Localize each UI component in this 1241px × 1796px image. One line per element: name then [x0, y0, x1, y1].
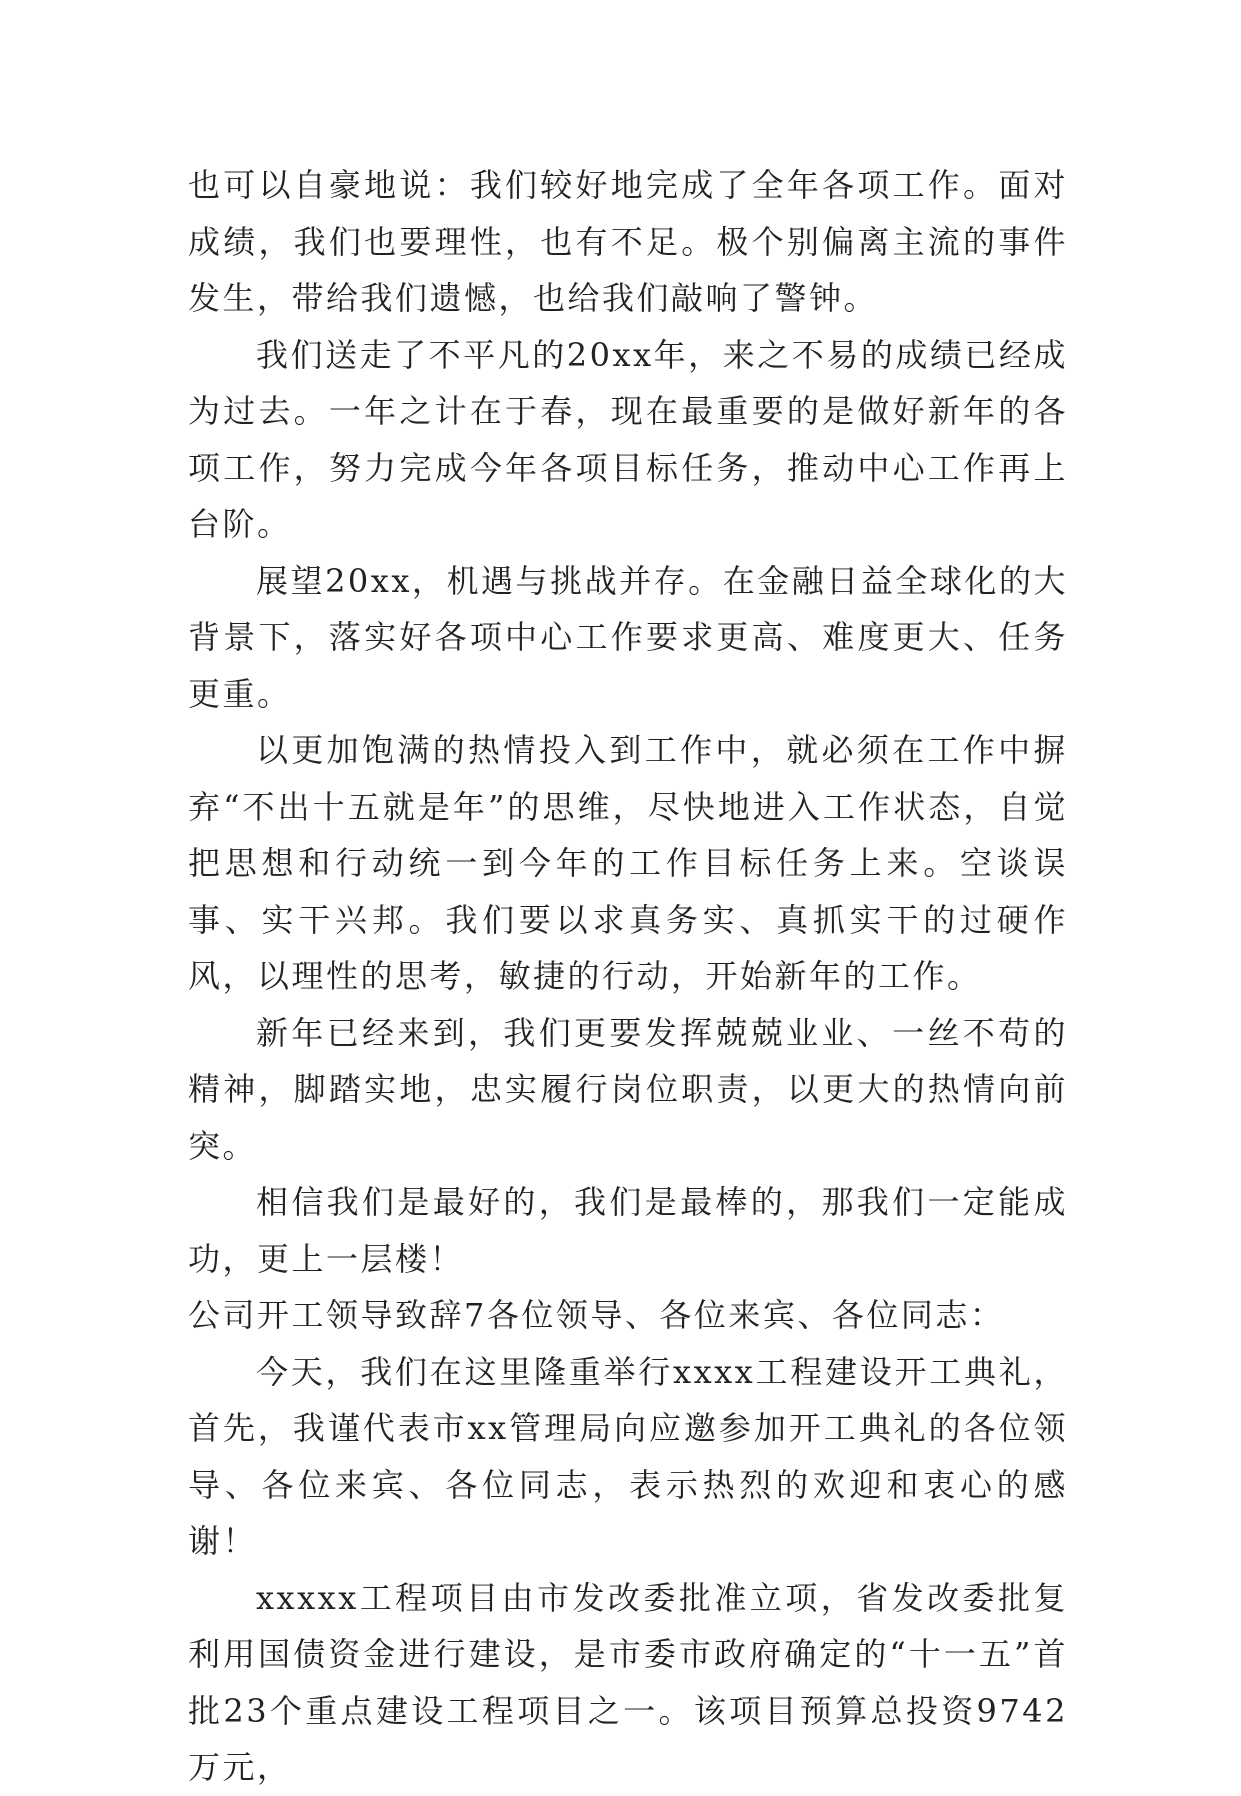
paragraph-4: 以更加饱满的热情投入到工作中，就必须在工作中摒弃“不出十五就是年”的思维，尽快地进入工作状态，自觉把思想和行动统一到今年的工作目标任务上来。空谈误事、实干兴邦。我们要以求真务实、真抓实干的过硬作风，以理性的思考，敏捷的行动，开始新年的工作。: [188, 731, 1068, 995]
paragraph-1: 也可以自豪地说：我们较好地完成了全年各项工作。面对成绩，我们也要理性，也有不足。极个别偏离主流的事件发生，带给我们遗憾，也给我们敲响了警钟。: [188, 166, 1068, 317]
paragraph-5: 新年已经来到，我们更要发挥兢兢业业、一丝不苟的精神，脚踏实地，忠实履行岗位职责，以更大的热情向前突。: [188, 1013, 1068, 1165]
paragraph-3: 展望20xx，机遇与挑战并存。在金融日益全球化的大背景下，落实好各项中心工作要求更高、难度更大、任务更重。: [188, 561, 1068, 713]
paragraph-2: 我们送走了不平凡的20xx年，来之不易的成绩已经成为过去。一年之计在于春，现在最重要的是做好新年的各项工作，努力完成今年各项目标任务，推动中心工作再上台阶。: [188, 335, 1068, 543]
paragraph-8: xxxxx工程项目由市发改委批准立项，省发改委批复利用国债资金进行建设，是市委市政府确定的“十一五”首批23个重点建设工程项目之一。该项目预算总投资9742万元，: [188, 1578, 1068, 1786]
paragraph-6: 相信我们是最好的，我们是最棒的，那我们一定能成功，更上一层楼！: [188, 1183, 1068, 1278]
section-heading: 公司开工领导致辞7各位领导、各位来宾、各位同志：: [188, 1296, 1005, 1334]
paragraph-7: 今天，我们在这里隆重举行xxxx工程建设开工典礼，首先，我谨代表市xx管理局向应邀参加开工典礼的各位领导、各位来宾、各位同志，表示热烈的欢迎和衷心的感谢！: [188, 1352, 1068, 1560]
document-body: [188, 157, 1068, 1796]
